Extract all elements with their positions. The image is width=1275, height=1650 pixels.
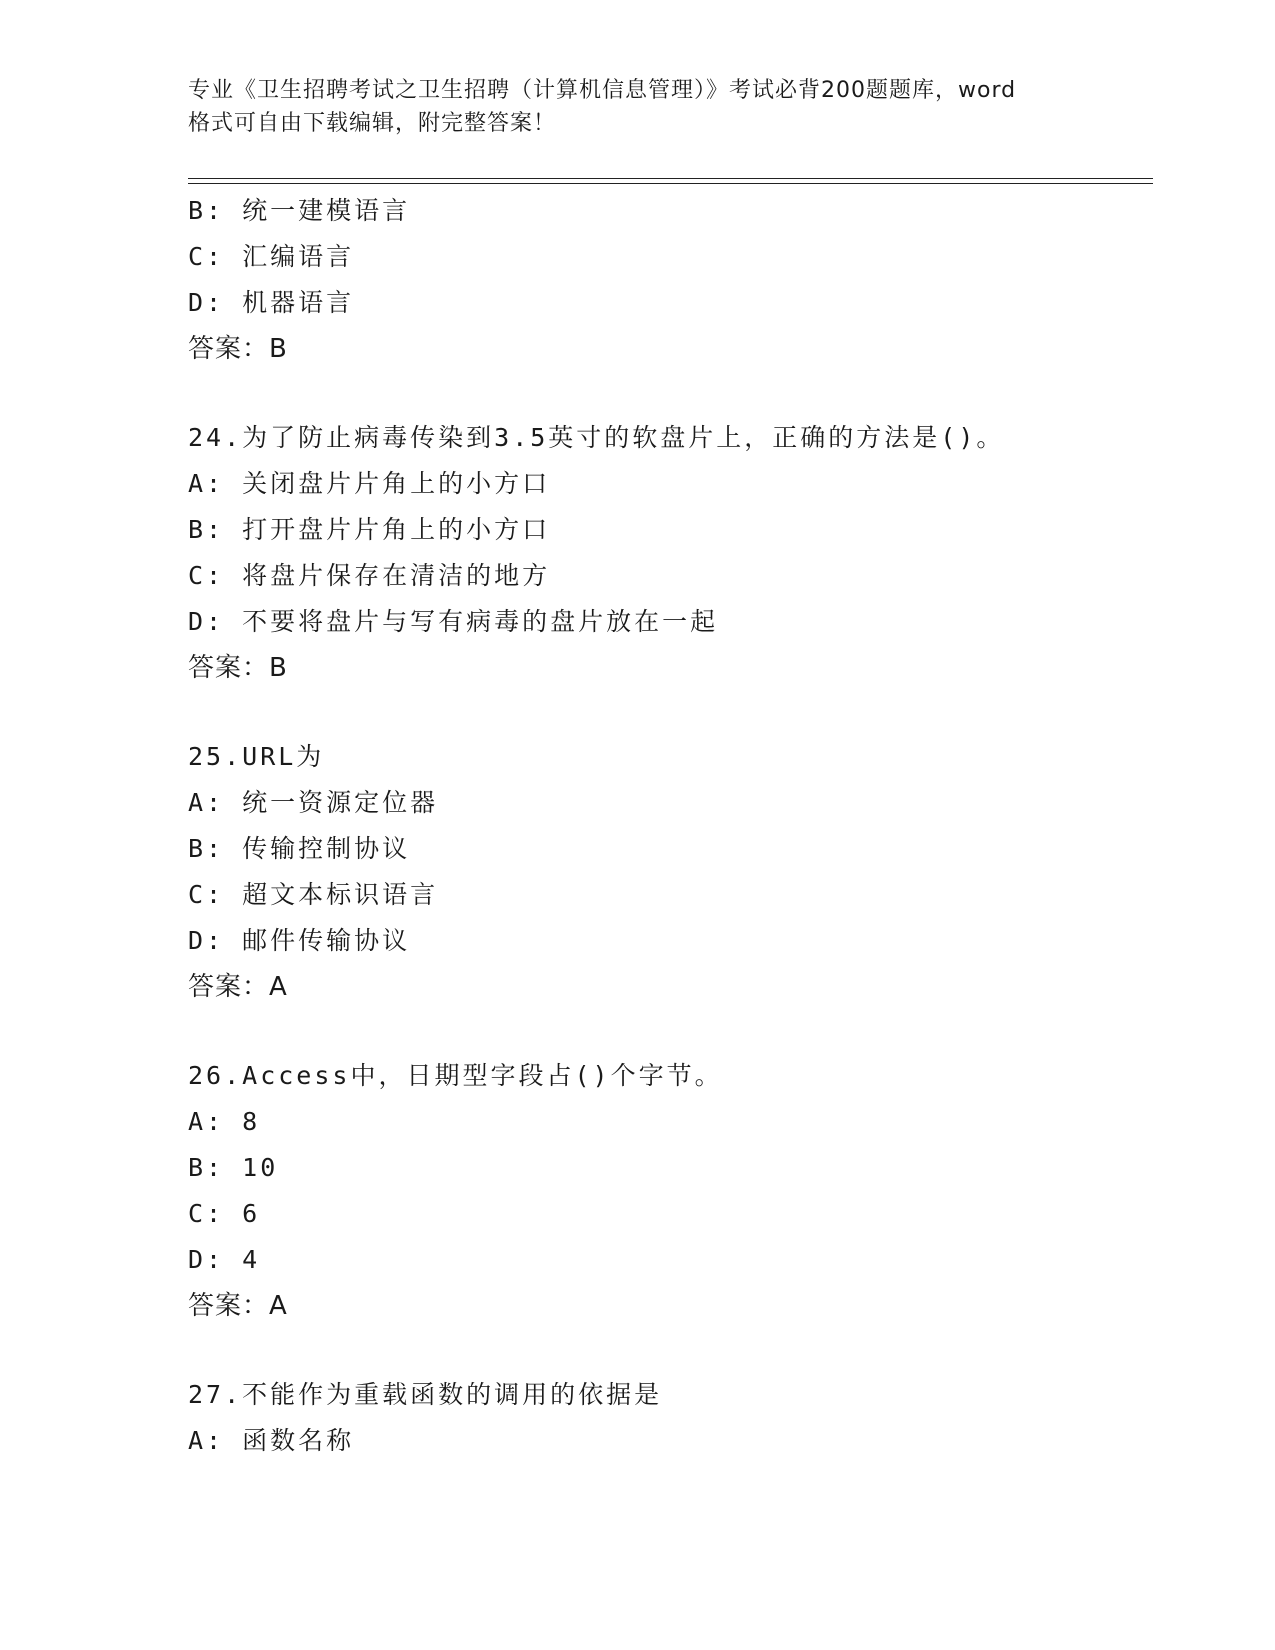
question-block-27 — [188, 1372, 1153, 1464]
question-block-25 — [188, 734, 1153, 1010]
question-text: 25.URL为 — [188, 742, 325, 771]
question-block-23 — [188, 188, 1153, 372]
header-line-2: 格式可自由下载编辑，附完整答案！ — [188, 111, 557, 136]
option-d: D: 4 — [188, 1245, 261, 1274]
question-text: 27.不能作为重载函数的调用的依据是 — [188, 1380, 663, 1409]
option-d: D: 机器语言 — [188, 288, 355, 317]
answer-text: 答案：A — [188, 972, 288, 1002]
option-c: C: 汇编语言 — [188, 242, 355, 271]
option-a: A: 统一资源定位器 — [188, 788, 439, 817]
option-c: C: 6 — [188, 1199, 261, 1228]
option-a: A: 8 — [188, 1107, 261, 1136]
question-text: 24.为了防止病毒传染到3.5英寸的软盘片上，正确的方法是()。 — [188, 423, 1005, 452]
question-block-24 — [188, 415, 1153, 691]
header-divider-top — [188, 178, 1153, 179]
option-b: B: 传输控制协议 — [188, 834, 411, 863]
option-d: D: 不要将盘片与写有病毒的盘片放在一起 — [188, 607, 719, 636]
question-block-26 — [188, 1053, 1153, 1329]
option-c: C: 超文本标识语言 — [188, 880, 439, 909]
answer-text: 答案：B — [188, 653, 288, 683]
option-b: B: 打开盘片片角上的小方口 — [188, 515, 551, 544]
header-divider-bottom — [188, 183, 1153, 184]
option-c: C: 将盘片保存在清洁的地方 — [188, 561, 551, 590]
document-header — [188, 74, 1088, 140]
option-b: B: 统一建模语言 — [188, 196, 411, 225]
header-line-1: 专业《卫生招聘考试之卫生招聘（计算机信息管理）》考试必背200题题库，word — [188, 78, 1017, 103]
option-a: A: 关闭盘片片角上的小方口 — [188, 469, 551, 498]
option-b: B: 10 — [188, 1153, 279, 1182]
option-a: A: 函数名称 — [188, 1426, 355, 1455]
answer-text: 答案：B — [188, 334, 288, 364]
question-list — [188, 188, 1153, 1464]
answer-text: 答案：A — [188, 1291, 288, 1321]
question-text: 26.Access中，日期型字段占()个字节。 — [188, 1061, 723, 1090]
option-d: D: 邮件传输协议 — [188, 926, 411, 955]
